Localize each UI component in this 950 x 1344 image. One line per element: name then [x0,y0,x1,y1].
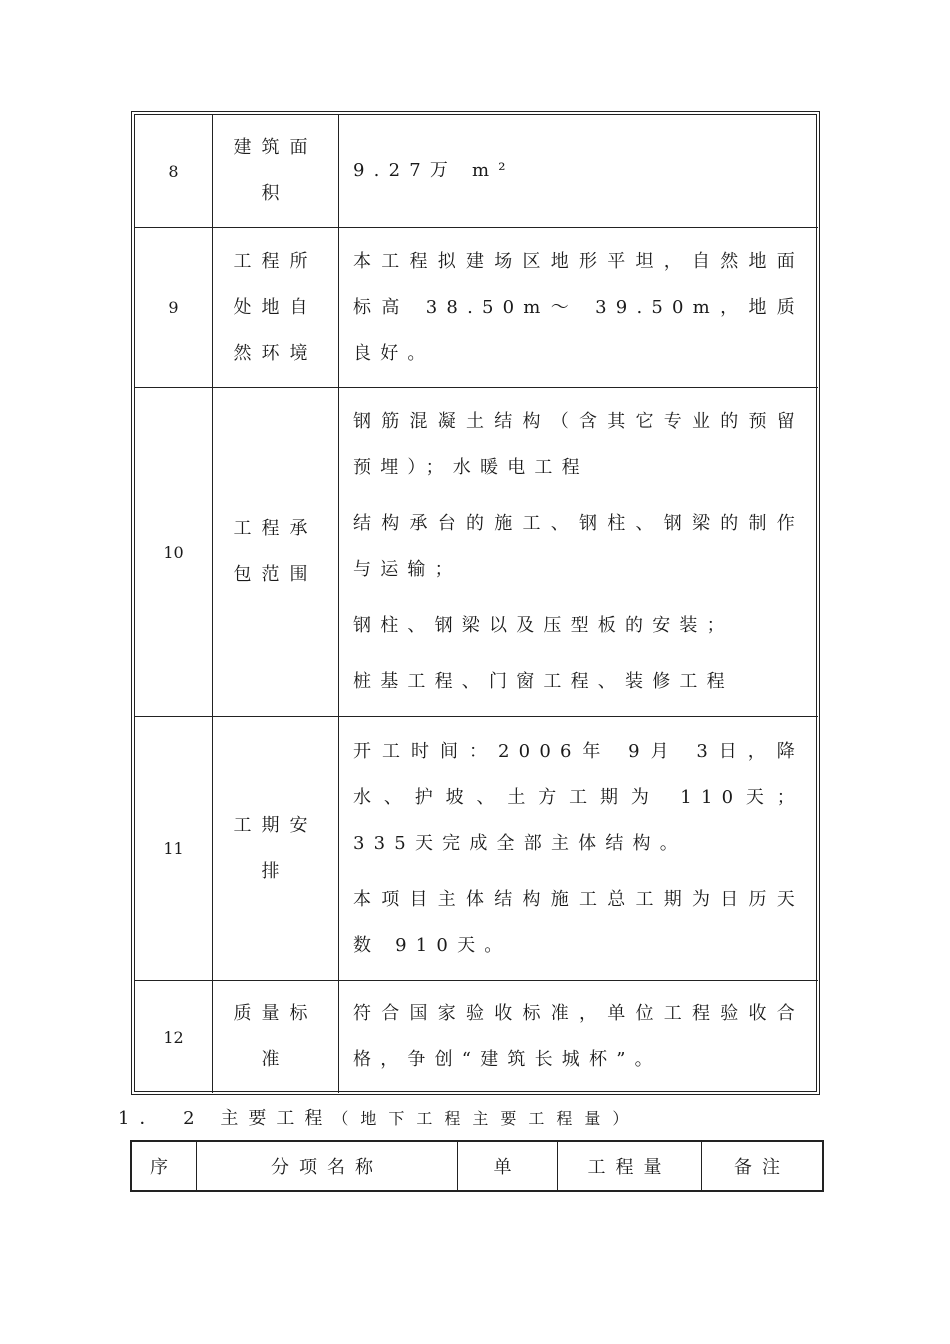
row-content [339,115,818,227]
row-content-text: 开工时间：2006年 9月 3日，降水、护坡、土方工期为 110天； 335天完成全部主体结构。 [353,740,804,854]
quantity-table [130,1140,824,1192]
row-item-label: 工程承包范围 [233,518,318,585]
row-number: 10 [135,388,213,716]
row-number: 12 [135,981,213,1093]
quantity-table-header-remarks: 备注 [734,1157,790,1178]
table-row [135,228,818,388]
quantity-table-header-quantity: 工程量 [558,1142,702,1190]
row-content-text: 本项目主体结构施工总工期为日历天数 910天。 [353,888,804,956]
row-item-cell [213,388,339,716]
row-content [339,228,818,387]
row-item-cell [213,115,339,227]
row-content-text: 桩基工程、门窗工程、装修工程 [353,671,734,692]
row-content [339,717,818,980]
table-row [135,388,818,717]
quantity-table-header-unit: 单 [458,1142,558,1190]
row-number: 8 [135,115,213,227]
row-item-cell [213,717,339,980]
row-item-label: 质量标准 [233,1003,318,1070]
row-content-text: 本工程拟建场区地形平坦，自然地面标高 38.50m～ 39.50m，地质良好。 [353,250,804,364]
row-number: 9 [135,228,213,387]
info-table [134,114,817,1092]
quantity-table-header-index: 序 [132,1142,197,1190]
row-item-label: 工期安排 [233,814,318,882]
table-row [135,717,818,981]
row-item-label: 工程所处地自然环境 [233,250,318,364]
row-content-text: 结构承台的施工、钢柱、钢梁的制作与运输； [353,513,804,580]
row-item-label: 建筑面积 [233,137,318,204]
row-content-text: 钢筋混凝土结构（含其它专业的预留预埋）；水暖电工程 [353,411,804,478]
quantity-table-header-name: 分项名称 [197,1142,458,1190]
row-content [339,981,818,1093]
row-item-cell [213,981,339,1093]
table-row [135,981,818,1093]
section-subtitle: （地下工程主要工程量） [332,1109,641,1128]
table-row [135,115,818,228]
section-number: 1． 2 [118,1108,205,1129]
row-number: 11 [135,717,213,980]
section-title: 主要工程 [220,1108,333,1129]
row-content-text: 符合国家验收标准，单位工程验收合格，争创“建筑长城杯”。 [353,1003,804,1070]
row-item-cell [213,228,339,387]
row-content [339,388,818,716]
section-heading [118,1104,640,1130]
row-content-text: 9.27万 m² [353,160,515,181]
row-content-text: 钢柱、钢梁以及压型板的安装； [353,615,734,636]
